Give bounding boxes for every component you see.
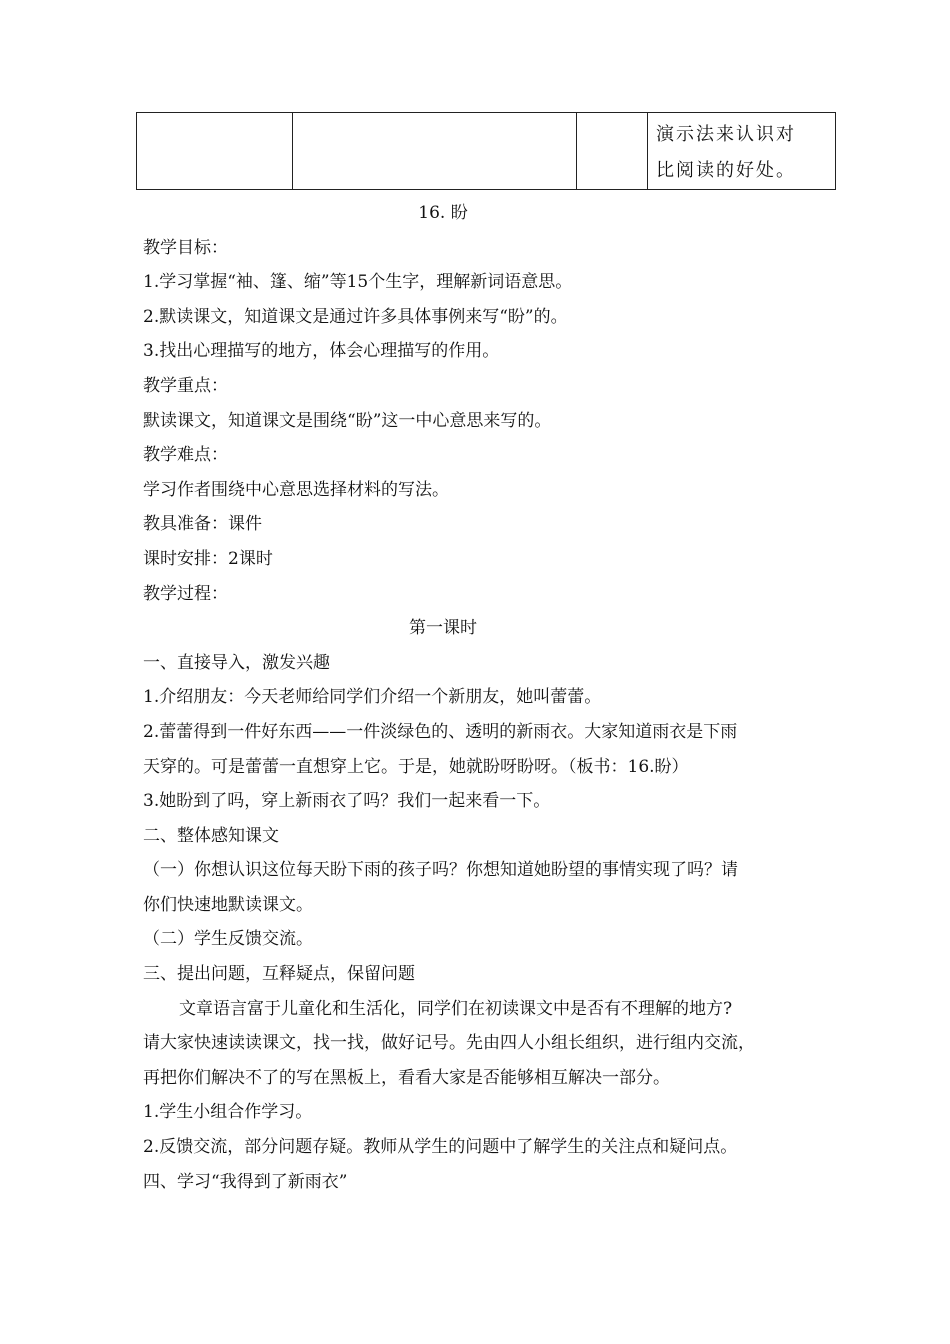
table-cell-line: 演示法来认识对 — [656, 124, 796, 145]
section-text-line: 天穿的。可是蕾蕾一直想穿上它。于是，她就盼呀盼呀。（板书：16.盼） — [143, 756, 689, 777]
table-cell-empty — [137, 113, 293, 190]
process-heading: 教学过程： — [143, 583, 228, 604]
table-row — [137, 113, 836, 190]
lesson-body — [143, 196, 823, 1199]
section-text-line: 文章语言富于儿童化和生活化，同学们在初读课文中是否有不理解的地方? — [179, 998, 733, 1019]
section-heading: 三、提出问题，互释疑点，保留问题 — [143, 964, 415, 985]
section-text-line: 2.反馈交流，部分问题存疑。教师从学生的问题中了解学生的关注点和疑问点。 — [143, 1137, 738, 1158]
table-cell-empty — [293, 113, 577, 190]
section-text-line: 再把你们解决不了的写在黑板上，看看大家是否能够相互解决一部分。 — [143, 1067, 670, 1088]
key-points-text: 默读课文，知道课文是围绕“盼”这一中心意思来写的。 — [143, 410, 552, 431]
section-text-line: 请大家快速读读课文，找一找，做好记号。先由四人小组长组织，进行组内交流， — [143, 1033, 755, 1054]
objective-item: 2.默读课文，知道课文是通过许多具体事例来写“盼”的。 — [143, 306, 568, 327]
table-cell-method — [648, 113, 836, 190]
section-text-line: 3.她盼到了吗，穿上新雨衣了吗？我们一起来看一下。 — [143, 791, 551, 812]
table-cell-empty — [577, 113, 648, 190]
objectives-heading: 教学目标： — [143, 237, 228, 258]
period-title: 第一课时 — [409, 618, 477, 639]
key-points-heading: 教学重点： — [143, 375, 228, 396]
table-cell-line: 比阅读的好处。 — [656, 160, 796, 181]
section-text-line: 1.学生小组合作学习。 — [143, 1102, 313, 1123]
objective-item: 1.学习掌握“袖、篷、缩”等15个生字，理解新词语意思。 — [143, 272, 573, 293]
section-text-line: 2.蕾蕾得到一件好东西——一件淡绿色的、透明的新雨衣。大家知道雨衣是下雨 — [143, 721, 738, 742]
section-text-line: （一）你想认识这位每天盼下雨的孩子吗？你想知道她盼望的事情实现了吗？请 — [143, 860, 738, 881]
section-text-line: 1.介绍朋友：今天老师给同学们介绍一个新朋友，她叫蕾蕾。 — [143, 687, 602, 708]
section-heading: 二、整体感知课文 — [143, 825, 279, 846]
section-heading: 四、学习“我得到了新雨衣” — [143, 1171, 348, 1192]
objective-item: 3.找出心理描写的地方，体会心理描写的作用。 — [143, 341, 500, 362]
materials-line: 教具准备：课件 — [143, 514, 262, 535]
lesson-plan-table-fragment — [136, 112, 836, 190]
section-heading: 一、直接导入，激发兴趣 — [143, 652, 330, 673]
difficulties-text: 学习作者围绕中心意思选择材料的写法。 — [143, 479, 449, 500]
section-text-line: 你们快速地默读课文。 — [143, 894, 313, 915]
schedule-line: 课时安排：2课时 — [143, 548, 273, 569]
lesson-title: 16. 盼 — [418, 203, 468, 223]
section-text-line: （二）学生反馈交流。 — [143, 929, 313, 950]
difficulties-heading: 教学难点： — [143, 445, 228, 466]
